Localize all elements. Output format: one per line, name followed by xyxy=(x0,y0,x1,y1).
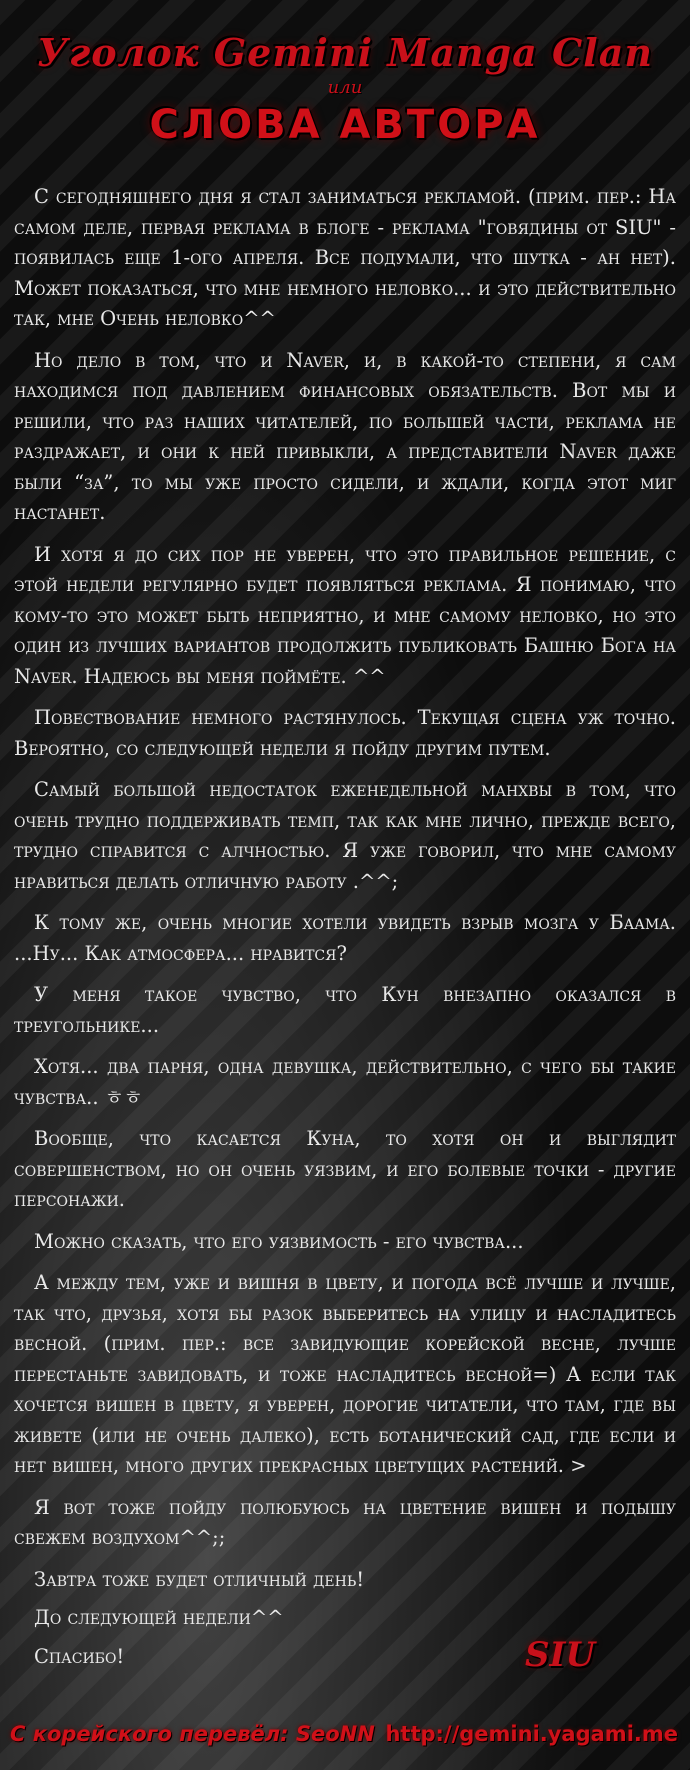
page-title: Уголок Gemini Manga Clan xyxy=(37,30,653,75)
page-subtitle: СЛОВА АВТОРА xyxy=(149,102,541,148)
paragraph: Хотя... два парня, одна девушка, действительно, с чего бы такие чувства.. ㅎㅎ xyxy=(14,1055,676,1109)
paragraph: До следующей недели^^ xyxy=(34,1606,284,1629)
paragraph: Самый большой недостаток еженедельной манхвы в том, что очень трудно поддерживать темп, так как мне лично, прежде всего, трудно справится с алчностью. Я уже говорил, что мне самому нравиться делать отличную работу .^^; xyxy=(14,778,676,893)
paragraph: У меня такое чувство, что Кун внезапно оказался в треугольнике... xyxy=(14,983,676,1037)
paragraph: С сегодняшнего дня я стал заниматься рекламой. (прим. пер.: На самом деле, первая реклама в блоге - реклама "говядины от SIU" - появилась еще 1-ого апреля. Все подумали, что шутка - ан нет). Может показаться, что мне немного неловко... и это действительно так, мне Очень неловко^^ xyxy=(14,185,676,330)
title-separator: или xyxy=(327,77,363,98)
paragraph: Повествование немного растянулось. Текущая сцена уж точно. Вероятно, со следующей недели я пойду другим путем. xyxy=(14,706,676,760)
site-link[interactable]: http://gemini.yagami.me xyxy=(385,1722,678,1746)
header xyxy=(0,30,690,148)
paragraph: А между тем, уже и вишня в цвету, и погода всё лучше и лучше, так что, друзья, хотя бы разок выберитесь на улицу и насладитесь весной. (прим. пер.: все завидующие корейской весне, лучше перестаньте завидовать, и тоже насладитесь весной=) А если так хочется вишен в цвету, я уверен, дорогие читатели, что там, где вы живете (или не очень далеко), есть ботанический сад, где если и нет вишен, много других прекрасных цветущих растений. > xyxy=(14,1271,676,1477)
paragraph: Завтра тоже будет отличный день! xyxy=(34,1567,365,1591)
paragraph: Вообще, что касается Куна, то хотя он и выглядит совершенством, но он очень уязвим, и его болевые точки - другие персонажи. xyxy=(14,1127,676,1211)
author-signature: SIU xyxy=(525,1635,596,1675)
paragraph: Можно сказать, что его уязвимость - его чувства... xyxy=(34,1229,524,1253)
paragraph: К тому же, очень многие хотели увидеть взрыв мозга у Баама. ...Ну... Как атмосфера... нравится? xyxy=(14,911,676,965)
paragraph: Но дело в том, что и Naver, и, в какой-то степени, я сам находимся под давлением финансовых обязательств. Вот мы и решили, что раз наших читателей, по большей части, реклама не раздражает, и они к ней привыкли, а представители Naver даже были “за”, то мы уже просто сидели, и ждали, когда этот миг настанет. xyxy=(14,348,676,524)
paragraph: Спасибо! xyxy=(34,1644,125,1668)
translator-credit: С корейского перевёл: SeoNN xyxy=(10,1722,375,1746)
author-note-text xyxy=(14,182,676,1680)
paragraph: Я вот тоже пойду полюбуюсь на цветение вишен и подышу свежем воздухом^^;; xyxy=(14,1495,676,1549)
paragraph: И хотя я до сих пор не уверен, что это правильное решение, с этой недели регулярно будет появляться реклама. Я понимаю, что кому-то это может быть неприятно, и мне самому неловко, но это один из лучших вариантов продолжить публиковать Башню Бога на Naver. Надеюсь вы меня поймёте. ^^ xyxy=(14,542,676,688)
